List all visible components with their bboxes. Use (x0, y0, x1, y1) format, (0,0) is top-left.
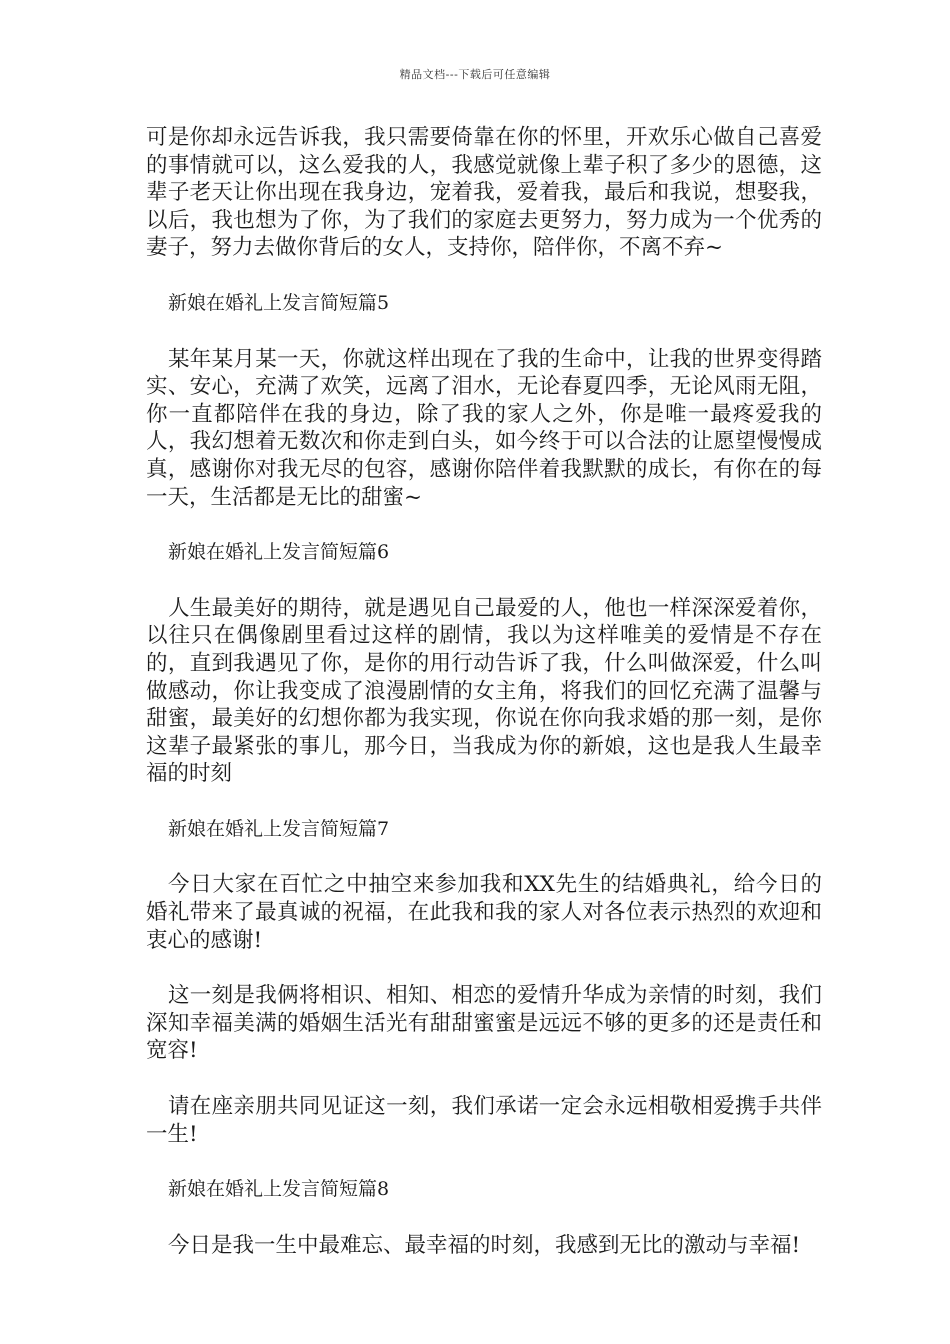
paragraph: 人生最美好的期待，就是遇见自己最爱的人，他也一样深深爱着你，以往只在偶像剧里看过这样的剧情，我以为这样唯美的爱情是不存在的，直到我遇见了你，是你的用行动告诉了我，什么叫做深爱，什么叫做感动，你让我变成了浪漫剧情的女主角，将我们的回忆充满了温馨与甜蜜，最美好的幻想你都为我实现，你说在你向我求婚的那一刻，是你这辈子最紧张的事儿，那今日，当我成为你的新娘，这也是我人生最幸福的时刻 (146, 595, 822, 787)
paragraph: 某年某月某一天，你就这样出现在了我的生命中，让我的世界变得踏实、安心，充满了欢笑，远离了泪水，无论春夏四季，无论风雨无阻，你一直都陪伴在我的身边，除了我的家人之外，你是唯一最疼爱我的人，我幻想着无数次和你走到白头，如今终于可以合法的让愿望慢慢成真，感谢你对我无尽的包容，感谢你陪伴着我默默的成长，有你在的每一天，生活都是无比的甜蜜~ (146, 346, 822, 510)
section-heading: 新娘在婚礼上发言简短篇8 (168, 1178, 390, 1201)
section-heading: 新娘在婚礼上发言简短篇5 (168, 291, 390, 314)
paragraph: 今日是我一生中最难忘、最幸福的时刻，我感到无比的激动与幸福! (168, 1232, 801, 1258)
paragraph: 可是你却永远告诉我，我只需要倚靠在你的怀里，开欢乐心做自己喜爱的事情就可以，这么爱我的人，我感觉就像上辈子积了多少的恩德，这辈子老天让你出现在我身边，宠着我，爱着我，最后和我说，想娶我，以后，我也想为了你，为了我们的家庭去更努力，努力成为一个优秀的妻子，努力去做你背后的女人，支持你，陪伴你，不离不弃~ (146, 125, 822, 261)
document-body (146, 124, 822, 1259)
paragraph: 请在座亲朋共同见证这一刻，我们承诺一定会永远相敬相爱携手共伴一生! (146, 1094, 822, 1147)
paragraph: 这一刻是我俩将相识、相知、相恋的爱情升华成为亲情的时刻，我们深知幸福美满的婚姻生活光有甜甜蜜蜜是远远不够的更多的还是责任和宽容! (146, 983, 822, 1064)
section-heading: 新娘在婚礼上发言简短篇7 (168, 817, 390, 840)
paragraph: 今日大家在百忙之中抽空来参加我和XX先生的结婚典礼，给今日的婚礼带来了最真诚的祝福，在此我和我的家人对各位表示热烈的欢迎和衷心的感谢! (146, 872, 822, 953)
page-header: 精品文档---下载后可任意编辑 (399, 68, 551, 81)
section-heading: 新娘在婚礼上发言简短篇6 (168, 541, 390, 564)
